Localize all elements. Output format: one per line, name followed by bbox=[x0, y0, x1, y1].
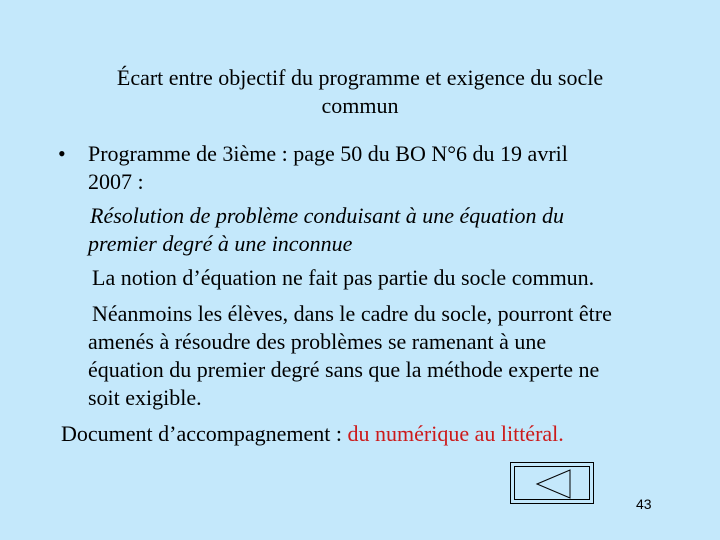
notion-line: La notion d’équation ne fait pas partie du socle commun. bbox=[92, 265, 595, 290]
title-line-2: commun bbox=[321, 93, 399, 118]
back-nav-button[interactable] bbox=[510, 462, 594, 504]
document-line bbox=[61, 420, 564, 448]
bullet-symbol: • bbox=[58, 141, 66, 166]
back-nav-frame bbox=[514, 466, 590, 500]
slide-title bbox=[60, 64, 660, 120]
resolution-line-2: premier degré à une inconnue bbox=[88, 231, 353, 256]
back-triangle-icon bbox=[515, 467, 591, 501]
document-prefix: Document d’accompagnement : bbox=[61, 421, 348, 446]
page-number: 43 bbox=[636, 496, 652, 512]
neanmoins-line-2: amenés à résoudre des problèmes se ramenant à une bbox=[88, 329, 547, 354]
title-line-1: Écart entre objectif du programme et exigence du socle bbox=[116, 65, 604, 90]
resolution-line-1: Résolution de problème conduisant à une équation du bbox=[90, 203, 564, 228]
neanmoins-line-3: équation du premier degré sans que la méthode experte ne bbox=[88, 357, 600, 382]
programme-line-2: 2007 : bbox=[88, 169, 144, 194]
neanmoins-line-4: soit exigible. bbox=[88, 385, 202, 410]
document-highlight: du numérique au littéral. bbox=[347, 421, 564, 446]
neanmoins-line-1: Néanmoins les élèves, dans le cadre du socle, pourront être bbox=[92, 301, 612, 326]
programme-line-1: Programme de 3ième : page 50 du BO N°6 du 19 avril bbox=[88, 141, 568, 166]
